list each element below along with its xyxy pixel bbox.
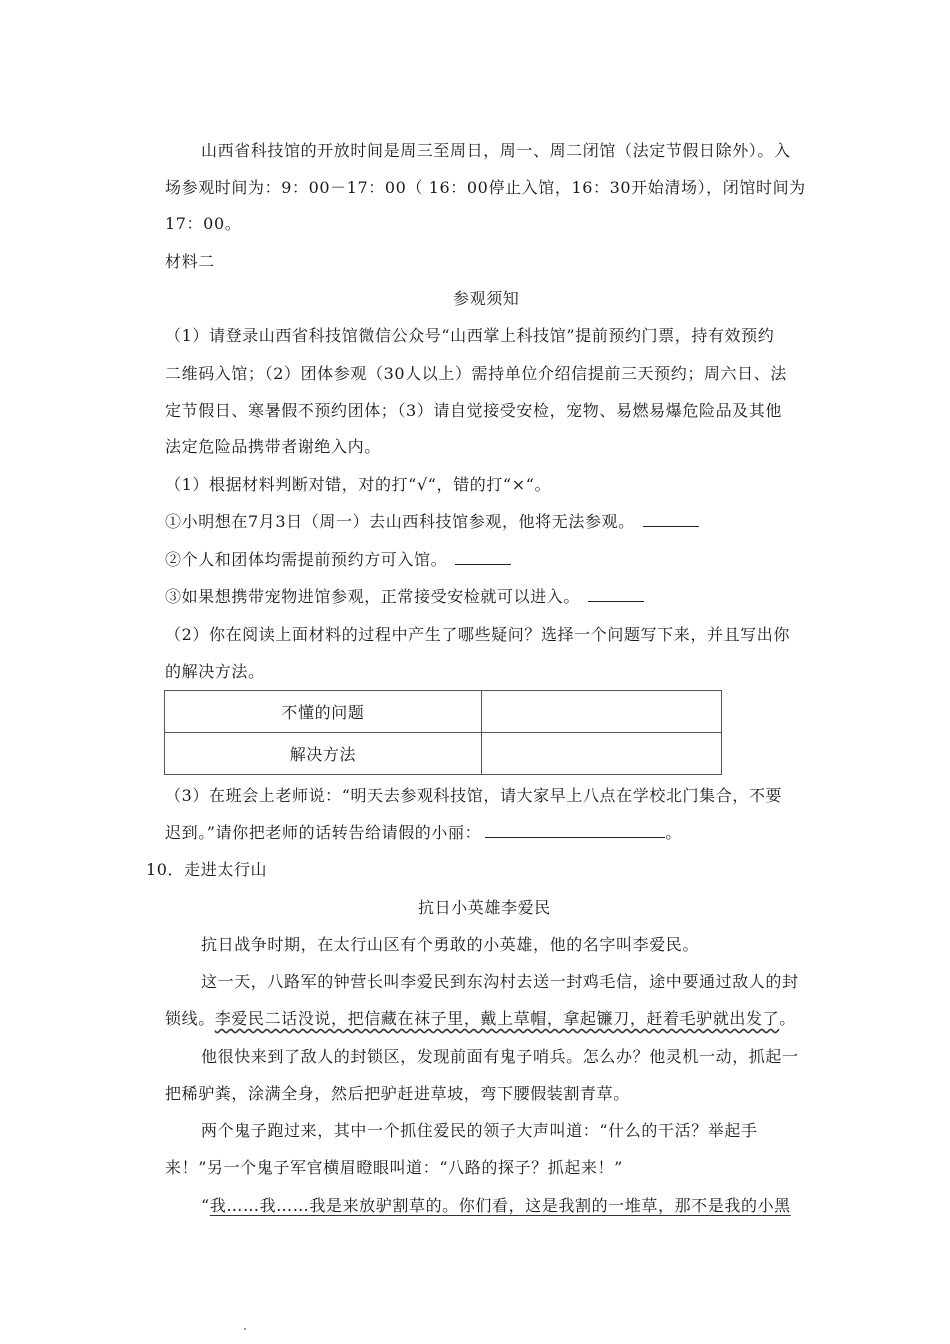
q1-prompt: （1）根据材料判断对错，对的打“√“，错的打“×“。 [165, 475, 552, 494]
q1-item-3 [165, 587, 644, 607]
story-p3-line-1: 他很快来到了敌人的封锁区，发现前面有鬼子哨兵。怎么办？他灵机一动，抓起一 [201, 1047, 799, 1066]
q3-line-2-end: 。 [665, 823, 682, 842]
answer-table [164, 690, 722, 775]
story-p3-line-2: 把稀驴粪，涂满全身，然后把驴赶进草坡，弯下腰假装割青草。 [165, 1084, 630, 1103]
q1-item-2 [165, 550, 511, 570]
story-p5-underlined: 我……我……我是来放驴割草的。你们看，这是我割的一堆草，那不是我的小黑 [209, 1196, 791, 1215]
q1-item-1-answer-blank[interactable] [643, 512, 699, 527]
story-p2-line-1: 这一天，八路军的钟营长叫李爱民到东沟村去送一封鸡毛信，途中要通过敌人的封 [201, 972, 799, 991]
q1-item-1-text: ①小明想在7月3日（周一）去山西科技馆参观，他将无法参观。 [165, 512, 635, 531]
material2-line-2: 二维码入馆；（2）团体参观（30人以上）需持单位介绍信提前三天预约；周六日、法 [165, 364, 787, 383]
q1-item-2-text: ②个人和团体均需提前预约方可入馆。 [165, 550, 448, 569]
q3-answer-blank[interactable] [485, 823, 665, 838]
material2-line-4: 法定危险品携带者谢绝入内。 [165, 437, 381, 456]
q2-line-1: （2）你在阅读上面材料的过程中产生了哪些疑问？选择一个问题写下来，并且写出你 [165, 625, 790, 644]
story-title: 抗日小英雄李爱民 [418, 898, 551, 917]
q3-line-2 [165, 823, 682, 843]
story-p1: 抗日战争时期，在太行山区有个勇敢的小英雄，他的名字叫李爱民。 [201, 935, 700, 954]
material2-line-1: （1）请登录山西省科技馆微信公众号“山西掌上科技馆”提前预约门票，持有效预约 [165, 326, 775, 345]
q1-item-3-text: ③如果想携带宠物进馆参观，正常接受安检就可以进入。 [165, 587, 581, 606]
story-p4-line-2: 来！”另一个鬼子军官横眉瞪眼叫道：“八路的探子？抓起来！” [165, 1158, 623, 1177]
q1-item-1 [165, 512, 699, 532]
material2-title: 参观须知 [453, 289, 520, 308]
q1-item-3-answer-blank[interactable] [588, 587, 644, 602]
question-label-cell: 不懂的问题 [165, 691, 482, 733]
story-p2-end: 。 [779, 1009, 796, 1028]
story-p2-line-2 [165, 1009, 796, 1029]
solution-answer-cell[interactable] [481, 733, 721, 775]
q3-line-2-text: 迟到。”请你把老师的话转告给请假的小丽： [165, 823, 482, 842]
material2-line-3: 定节假日、寒暑假不预约团体；（3）请自觉接受安检，宠物、易燃易爆危险品及其他 [165, 401, 782, 420]
story-p2-start: 锁线。 [165, 1009, 215, 1028]
q3-line-1: （3）在班会上老师说：“明天去参观科技馆，请大家早上八点在学校北门集合，不要 [165, 786, 783, 805]
section-10-heading: 10．走进太行山 [146, 860, 268, 879]
question-answer-cell[interactable] [481, 691, 721, 733]
q2-line-2: 的解决方法。 [165, 662, 265, 681]
material1-line-2: 场参观时间为：9：00－17：00（ 16：00停止入馆，16：30开始清场），闭馆时间为 [165, 178, 806, 197]
material2-heading: 材料二 [165, 252, 215, 271]
story-p5-line-1 [201, 1196, 791, 1216]
scan-dot [244, 1328, 246, 1330]
story-p4-line-1: 两个鬼子跑过来，其中一个抓住爱民的领子大声叫道：“什么的干活？举起手 [201, 1121, 758, 1140]
table-row [165, 733, 722, 775]
story-p2-wavy-underlined: 李爱民二话没说，把信藏在袜子里，戴上草帽，拿起镰刀，赶着毛驴就出发了 [214, 1009, 780, 1028]
story-p5-open-quote: “ [201, 1196, 210, 1215]
material1-line-1: 山西省科技馆的开放时间是周三至周日，周一、周二闭馆（法定节假日除外）。入 [201, 141, 791, 160]
solution-label-cell: 解决方法 [165, 733, 482, 775]
table-row [165, 691, 722, 733]
material1-line-3: 17：00。 [165, 214, 242, 233]
q1-item-2-answer-blank[interactable] [455, 550, 511, 565]
